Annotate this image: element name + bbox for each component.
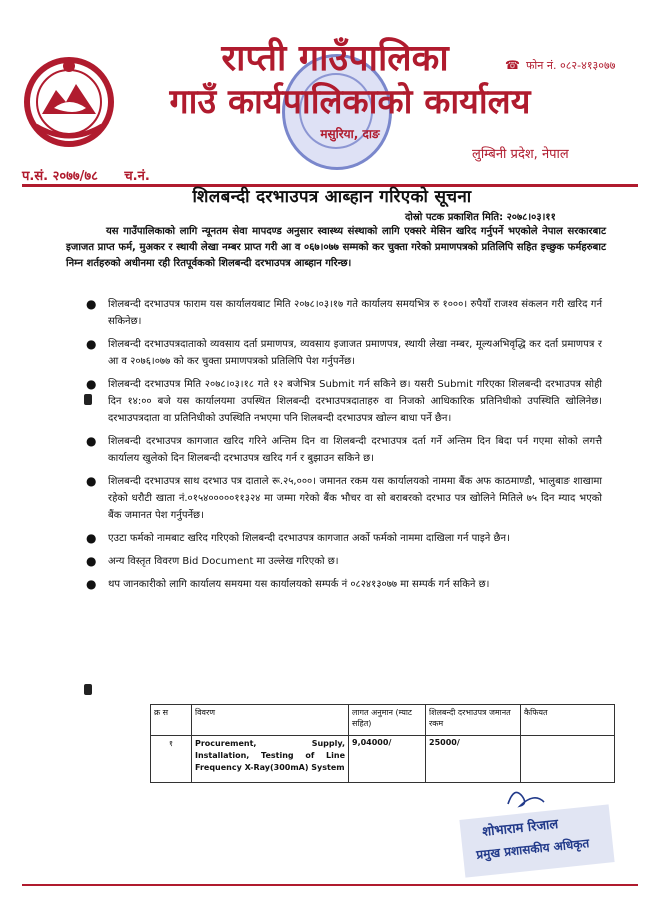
col-header-sn: क्र स xyxy=(151,705,192,736)
term-text: अन्य विस्तृत विवरण Bid Document मा उल्लेख गरिएको छ। xyxy=(108,556,339,567)
phone-number: फोन नं. ०८२-४१३०७७ xyxy=(525,59,616,72)
term-text: शिलबन्दी दरभाउपत्र साथ दरभाउ पत्र दाताले रू.२५,०००। जमानत रकम यस कार्यालयको नाममा बैंक अफ काठमाण्डौ, भालुबाङ शाखामा रहेको धरौटी खाता नं.०१५४०००००११३२४ मा जम्मा गरेको बैंक भौचर वा सो बराबरको दरभाउ पत्र खोलिने मितिले ७५ दिन म्याद भएको बैंक जमानत पेश गर्नुपर्नेछ। xyxy=(108,476,602,521)
cell-cost-estimate: 9,04000/ xyxy=(349,736,426,783)
term-item xyxy=(86,553,602,570)
cell-description: Procurement, Supply, Installation, Testing of Line Frequency X-Ray(300mA) System xyxy=(192,736,349,783)
term-text: शिलबन्दी दरभाउपत्र फाराम यस कार्यालयबाट मिति २०७८।०३।१७ गते कार्यालय समयभित्र रु १०००। रुपैयाँ राजश्व संकलन गरी खरिद गर्न सकिनेछ। xyxy=(108,299,602,327)
col-header-remarks: कैफियत xyxy=(521,705,615,736)
table-row xyxy=(151,736,615,783)
phone-icon: ☎ xyxy=(505,58,520,72)
signature-icon xyxy=(500,782,550,812)
bullet-icon: ● xyxy=(86,337,97,351)
term-item xyxy=(86,576,602,593)
fiscal-year: प.सं. २०७७/७८ xyxy=(22,169,98,184)
signatory-title: प्रमुख प्रशासकीय अधिकृत xyxy=(475,836,590,862)
col-header-cost-estimate: लागत अनुमान (म्याट सहित) xyxy=(349,705,426,736)
term-item xyxy=(86,473,602,524)
dispatch-number: च.नं. xyxy=(124,169,150,184)
notice-intro: यस गाउँपालिकाको लागि न्यूनतम सेवा मापदण्ड अनुसार स्वास्थ्य संस्थाको लागि एक्सरे मेसिन खरिद गर्नुपर्ने भएकोले नेपाल सरकारबाट इजाजत प्राप्त फर्म, मुअकर र स्थायी लेखा नम्बर प्राप्त गरी आ व ०६७।०७७ सम्मको कर चुक्ता गरेको प्रमाणपत्रको प्रतिलिपि सहित इच्छुक फर्महरुबाट निम्न शर्तहरुको अधीनमा रही रितपूर्वकको शिलबन्दी दरभाउपत्र आब्हान गरिन्छ। xyxy=(66,226,606,269)
bullet-icon: ● xyxy=(86,377,97,391)
col-header-description: विवरण xyxy=(192,705,349,736)
phone-line xyxy=(505,58,615,73)
term-item xyxy=(86,530,602,547)
province-label: लुम्बिनी प्रदेश, नेपाल xyxy=(472,147,569,162)
margin-punch-mark xyxy=(84,684,92,695)
term-item xyxy=(86,336,602,370)
term-text: एउटा फर्मको नामबाट खरिद गरिएको शिलबन्दी दरभाउपत्र कागजात अर्को फर्मको नाममा दाखिला गर्न पाइने छैन। xyxy=(108,533,510,544)
bullet-icon: ● xyxy=(86,554,97,568)
cell-sn: १ xyxy=(151,736,192,783)
term-item xyxy=(86,376,602,427)
footer-divider xyxy=(22,884,638,886)
notice-title: शिलबन्दी दरभाउपत्र आब्हान गरिएको सूचना xyxy=(192,187,472,207)
cell-remarks xyxy=(521,736,615,783)
nepal-emblem-icon xyxy=(14,44,124,154)
terms-list xyxy=(86,296,602,599)
cell-bid-security: 25000/ xyxy=(426,736,521,783)
office-address: मसुरिया, दाङ xyxy=(320,127,380,141)
signatory-name: शोभाराम रिजाल xyxy=(481,817,559,840)
term-text: शिलबन्दी दरभाउपत्र कागजात खरिद गरिने अन्तिम दिन वा शिलबन्दी दरभाउपत्र दर्ता गर्ने अन्तिम दिन बिदा पर्न गएमा सोको लगत्तै कार्यालय खुलेको दिन शिलबन्दी दरभाउपत्र खरिद गर्न र बुझाउन सकिने छ। xyxy=(108,436,602,464)
bid-table xyxy=(150,704,615,783)
office-name: राप्ती गाउँपालिका xyxy=(221,38,449,79)
publish-date: दोस्रो पटक प्रकाशित मिति: २०७८।०३।११ xyxy=(405,212,556,223)
reference-line xyxy=(22,166,172,184)
office-type: गाउँ कार्यपालिकाको कार्यालय xyxy=(169,82,531,122)
term-text: शिलबन्दी दरभाउपत्रदाताको व्यवसाय दर्ता प्रमाणपत्र, व्यवसाय इजाजत प्रमाणपत्र, स्थायी लेखा नम्बर, मूल्यअभिवृद्धि कर दर्ता प्रमाणपत्र र आ व २०७६।०७७ को कर चुक्ता प्रमाणपत्रको प्रतिलिपि पेश गर्नुपर्नेछ। xyxy=(108,339,602,367)
bullet-icon: ● xyxy=(86,474,97,488)
term-text: थप जानकारीको लागि कार्यालय समयमा यस कार्यालयको सम्पर्क नं ०८२४१३०७७ मा सम्पर्क गर्न सकिने छ। xyxy=(108,579,490,590)
term-item xyxy=(86,296,602,330)
margin-punch-mark xyxy=(84,394,92,405)
term-text: शिलबन्दी दरभाउपत्र मिति २०७८।०३।१८ गते १२ बजेभित्र Submit गर्न सकिने छ। यसरी Submit गरिएका शिलबन्दी दरभाउपत्र सोही दिन १४:०० बजे यस कार्यालयमा उपस्थित शिलबन्दी दरभाउपत्रदाताहरु वा निजको आधिकारिक प्रतिनिधीको उपस्थिति खोलिनेछ। दरभाउपत्रदाता वा प्रतिनिधीको उपस्थिति नभएमा पनि शिलबन्दी दरभाउपत्र खोल्न बाधा पर्ने छैन। xyxy=(108,379,602,424)
bullet-icon: ● xyxy=(86,297,97,311)
bullet-icon: ● xyxy=(86,531,97,545)
bullet-icon: ● xyxy=(86,577,97,591)
table-header-row xyxy=(151,705,615,736)
bullet-icon: ● xyxy=(86,434,97,448)
col-header-bid-security: शिलबन्दी दरभाउपत्र जमानत रकम xyxy=(426,705,521,736)
term-item xyxy=(86,433,602,467)
